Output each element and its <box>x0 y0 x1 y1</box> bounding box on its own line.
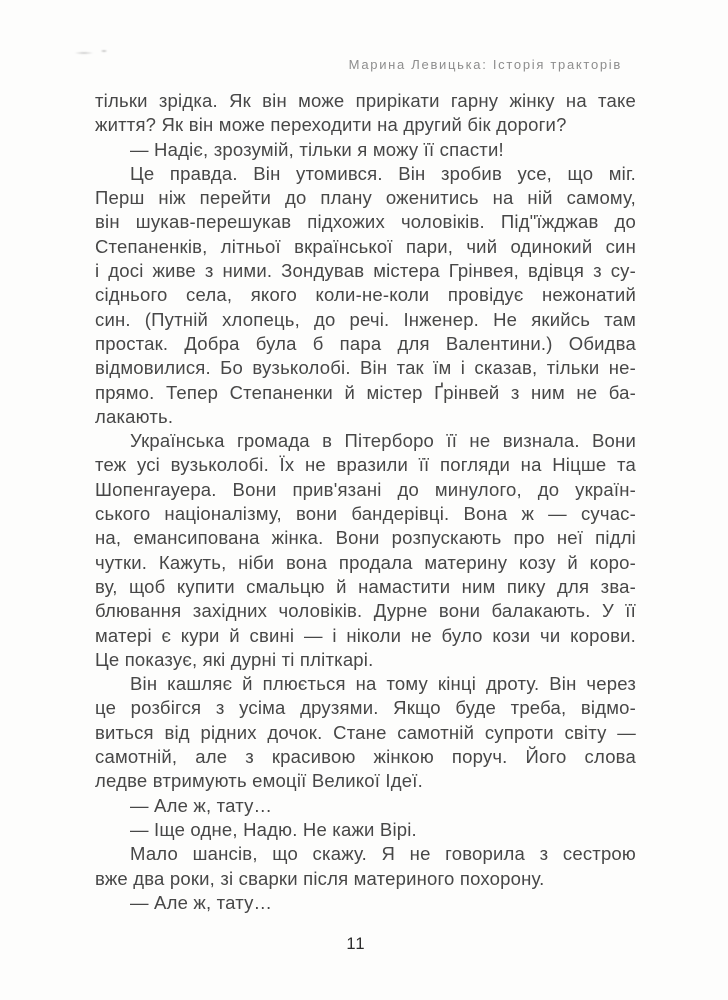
scan-smudge <box>74 50 110 55</box>
text-line: відмовилися. Бо вузьколобі. Він так їм і сказав, тільки не- <box>95 357 636 379</box>
text-line: простак. Добра була б пара для Валентини.) Обидва <box>95 332 636 354</box>
text-line: — Але ж, тату… <box>130 891 273 913</box>
text-line: Степаненків, літньої вкраїнської пари, чий одинокий син <box>95 235 636 257</box>
text-line: тільки зрідка. Як він може прирікати гарну жінку на таке <box>95 90 636 111</box>
text-line: чутки. Кажуть, ніби вона продала материну козу й коро- <box>95 551 636 573</box>
body-text <box>95 89 636 915</box>
page-number: 11 <box>346 935 366 953</box>
text-line: Українська громада в Пітерборо її не визнала. Вони <box>130 430 636 452</box>
text-line: Це правда. Він утомився. Він зробив усе, що міг. <box>130 162 636 184</box>
running-header: Марина Левицька: Історія тракторів <box>348 57 622 72</box>
text-line: Мало шансів, що скажу. Я не говорила з сестрою <box>130 843 636 865</box>
text-line: вже два роки, зі сварки після материного похорону. <box>95 867 545 889</box>
text-line: ву, щоб купити смальцю й намастити ним пику для зва- <box>95 575 636 597</box>
text-line: блювання західних чоловіків. Дурне вони балакають. У її <box>95 600 636 622</box>
text-line: Перш ніж перейти до плану оженитись на ній самому, <box>95 187 636 209</box>
text-line: Шопенгауера. Вони прив'язані до минулого, до україн- <box>95 478 636 500</box>
text-line: син. (Путній хлопець, до речі. Інженер. Не якийсь там <box>95 308 636 330</box>
text-line: він шукав-перешукав підхожих чоловіків. Під"їжджав до <box>95 211 636 233</box>
text-line: — Іще одне, Надю. Не кажи Вірі. <box>130 818 417 840</box>
text-line: життя? Як він може переходити на другий бік дороги? <box>95 114 567 136</box>
text-line: прямо. Тепер Степаненки й містер Ґрінвей з ним не ба- <box>95 381 636 403</box>
text-line: самотній, але з красивою жінкою поруч. Його слова <box>95 746 636 768</box>
text-line: — Але ж, тату… <box>130 794 273 816</box>
text-line: і досі живе з ними. Зондував містера Грінвея, вдівця з су- <box>95 260 636 282</box>
text-line: теж усі вузьколобі. Їх не вразили її погляди на Ніцше та <box>95 454 636 476</box>
text-line: лакають. <box>95 405 174 427</box>
text-line: ського націоналізму, вони бандерівці. Вона ж — сучас- <box>95 503 636 525</box>
text-line: виться від рідних дочок. Стане самотній супроти світу — <box>95 721 636 743</box>
text-line: сіднього села, якого коли-не-коли провідує нежонатий <box>95 284 636 306</box>
text-line: це розбігся з усіма друзями. Якщо буде треба, відмо- <box>95 697 636 719</box>
text-line: Це показує, які дурні ті пліткарі. <box>95 648 374 670</box>
text-line: на, емансипована жінка. Вони розпускають про неї підлі <box>95 527 636 549</box>
text-line: — Надіє, зрозумій, тільки я можу її спасти! <box>130 138 504 160</box>
text-line: ледве втримують емоції Великої Ідеї. <box>95 770 423 792</box>
text-line: Він кашляє й плюється на тому кінці дроту. Він через <box>130 673 636 695</box>
text-line: матері є кури й свині — і ніколи не було кози чи корови. <box>95 624 636 646</box>
